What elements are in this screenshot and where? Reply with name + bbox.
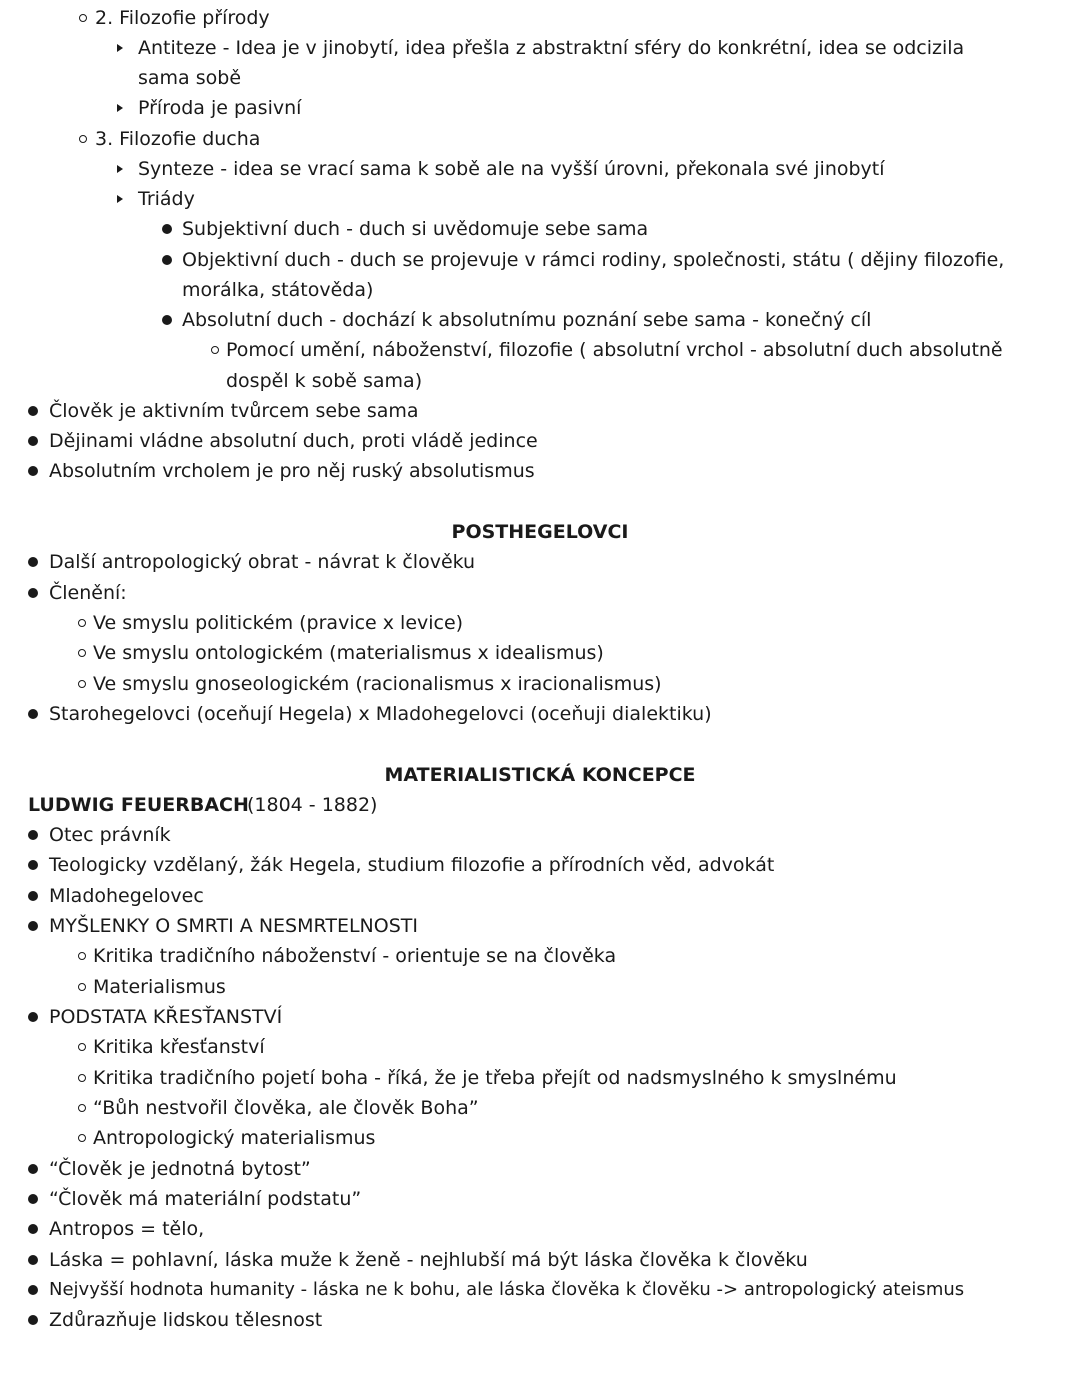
list-item-text: Antropologický materialismus: [93, 1127, 376, 1149]
list-item: [0, 154, 1080, 184]
list-item: [0, 1214, 1080, 1244]
circle-bullet-icon: [79, 135, 87, 143]
list-item-text: Otec právník: [49, 824, 171, 846]
section-heading: MATERIALISTICKÁ KONCEPCE: [384, 764, 696, 786]
person-years: (1804 - 1882): [247, 794, 378, 816]
list-item: [0, 124, 1080, 154]
bullet-icon: [28, 1224, 38, 1234]
list-item-text: Antiteze - Idea je v jinobytí, idea přešla z abstraktní sféry do konkrétní, idea se odcizila: [138, 37, 965, 59]
list-item-text: Starohegelovci (oceňují Hegela) x Mladohegelovci (oceňuji dialektiku): [49, 703, 712, 725]
circle-bullet-icon: [78, 680, 86, 688]
list-item: [0, 941, 1080, 971]
list-item: [0, 1305, 1080, 1335]
list-item: [0, 1002, 1080, 1032]
list-item-text: Kritika tradičního náboženství - orientuje se na člověka: [93, 945, 617, 967]
list-item-text: “Člověk je jednotná bytost”: [49, 1158, 311, 1180]
list-item-text: “Bůh nestvořil člověka, ale člověk Boha”: [93, 1097, 479, 1119]
list-item: [0, 184, 1080, 214]
list-item-text: Mladohegelovec: [49, 885, 204, 907]
list-item-text: morálka, státověda): [182, 279, 374, 301]
circle-bullet-icon: [79, 14, 87, 22]
bullet-icon: [28, 436, 38, 446]
list-item: [0, 1275, 1080, 1305]
bullet-icon: [28, 830, 38, 840]
list-item-continuation: [0, 63, 1080, 93]
list-item: [0, 335, 1080, 365]
list-item-continuation: [0, 275, 1080, 305]
triangle-bullet-icon: [117, 104, 123, 112]
list-item-text: Ve smyslu gnoseologickém (racionalismus x iracionalismus): [93, 673, 662, 695]
circle-bullet-icon: [78, 983, 86, 991]
list-item: [0, 608, 1080, 638]
list-item-text: Subjektivní duch - duch si uvědomuje sebe sama: [182, 218, 649, 240]
circle-bullet-icon: [78, 1134, 86, 1142]
person-heading: [0, 790, 1080, 820]
bullet-icon: [28, 1012, 38, 1022]
bullet-icon: [28, 1285, 38, 1295]
list-item-text: Člověk je aktivním tvůrcem sebe sama: [49, 400, 419, 422]
list-item: [0, 881, 1080, 911]
list-item-text: Zdůrazňuje lidskou tělesnost: [49, 1309, 323, 1331]
bullet-icon: [28, 557, 38, 567]
list-item-text: Ve smyslu politickém (pravice x levice): [93, 612, 464, 634]
list-item: [0, 456, 1080, 486]
list-item-text: PODSTATA KŘESŤANSTVÍ: [49, 1006, 283, 1028]
list-item: [0, 1032, 1080, 1062]
bullet-icon: [162, 315, 172, 325]
list-item: [0, 426, 1080, 456]
bullet-icon: [28, 921, 38, 931]
bullet-icon: [162, 224, 172, 234]
list-item-text: Teologicky vzdělaný, žák Hegela, studium filozofie a přírodních věd, advokát: [49, 854, 775, 876]
bullet-icon: [28, 1255, 38, 1265]
list-item: [0, 93, 1080, 123]
list-item-text: Dějinami vládne absolutní duch, proti vládě jedince: [49, 430, 538, 452]
circle-bullet-icon: [78, 649, 86, 657]
list-item: [0, 911, 1080, 941]
list-item-text: dospěl k sobě sama): [226, 370, 423, 392]
person-name: LUDWIG FEUERBACH: [28, 794, 249, 816]
list-item-text: Kritika křesťanství: [93, 1036, 265, 1058]
list-item-text: Členění:: [49, 582, 127, 604]
bullet-icon: [28, 1194, 38, 1204]
list-item: [0, 638, 1080, 668]
list-item: [0, 396, 1080, 426]
list-item-text: Triády: [138, 188, 195, 210]
list-item-text: Materialismus: [93, 976, 226, 998]
list-item-text: Ve smyslu ontologickém (materialismus x idealismus): [93, 642, 604, 664]
list-item-text: 2. Filozofie přírody: [95, 7, 270, 29]
list-item-text: Absolutní duch - dochází k absolutnímu poznání sebe sama - konečný cíl: [182, 309, 872, 331]
list-item: [0, 1184, 1080, 1214]
circle-bullet-icon: [78, 1104, 86, 1112]
list-item-text: Pomocí umění, náboženství, filozofie ( absolutní vrchol - absolutní duch absolutně: [226, 339, 1003, 361]
list-item: [0, 305, 1080, 335]
list-item: [0, 699, 1080, 729]
list-item-text: 3. Filozofie ducha: [95, 128, 261, 150]
list-item-text: “Člověk má materiální podstatu”: [49, 1188, 362, 1210]
bullet-icon: [28, 860, 38, 870]
triangle-bullet-icon: [117, 44, 123, 52]
bullet-icon: [162, 255, 172, 265]
list-item-text: Další antropologický obrat - návrat k člověku: [49, 551, 476, 573]
list-item: [0, 1245, 1080, 1275]
list-item: [0, 669, 1080, 699]
list-item: [0, 972, 1080, 1002]
list-item: [0, 1093, 1080, 1123]
list-item: [0, 1123, 1080, 1153]
list-item-text: MYŠLENKY O SMRTI A NESMRTELNOSTI: [49, 915, 418, 937]
circle-bullet-icon: [78, 952, 86, 960]
bullet-icon: [28, 891, 38, 901]
bullet-icon: [28, 709, 38, 719]
list-item: [0, 547, 1080, 577]
circle-bullet-icon: [211, 346, 219, 354]
list-item: [0, 33, 1080, 63]
bullet-icon: [28, 588, 38, 598]
list-item: [0, 1154, 1080, 1184]
list-item-text: sama sobě: [138, 67, 242, 89]
circle-bullet-icon: [78, 619, 86, 627]
list-item: [0, 578, 1080, 608]
bullet-icon: [28, 466, 38, 476]
list-item-text: Absolutním vrcholem je pro něj ruský absolutismus: [49, 460, 535, 482]
list-item: [0, 245, 1080, 275]
list-item-text: Kritika tradičního pojetí boha - říká, že je třeba přejít od nadsmyslného k smyslnému: [93, 1067, 897, 1089]
list-item: [0, 214, 1080, 244]
list-item-text: Příroda je pasivní: [138, 97, 302, 119]
list-item-text: Láska = pohlavní, láska muže k ženě - nejhlubší má být láska člověka k člověku: [49, 1249, 808, 1271]
list-item: [0, 1063, 1080, 1093]
triangle-bullet-icon: [117, 195, 123, 203]
circle-bullet-icon: [78, 1074, 86, 1082]
circle-bullet-icon: [78, 1043, 86, 1051]
list-item-text: Nejvyšší hodnota humanity - láska ne k bohu, ale láska člověka k člověku -> antropologický ateismus: [49, 1279, 965, 1300]
bullet-icon: [28, 406, 38, 416]
list-item-continuation: [0, 366, 1080, 396]
list-item: [0, 850, 1080, 880]
section-heading: POSTHEGELOVCI: [451, 521, 629, 543]
list-item: [0, 3, 1080, 33]
list-item: [0, 820, 1080, 850]
bullet-icon: [28, 1164, 38, 1174]
list-item-text: Antropos = tělo,: [49, 1218, 205, 1240]
list-item-text: Objektivní duch - duch se projevuje v rámci rodiny, společnosti, státu ( dějiny filozofie,: [182, 249, 1005, 271]
bullet-icon: [28, 1315, 38, 1325]
list-item-text: Synteze - idea se vrací sama k sobě ale na vyšší úrovni, překonala své jinobytí: [138, 158, 885, 180]
triangle-bullet-icon: [117, 165, 123, 173]
